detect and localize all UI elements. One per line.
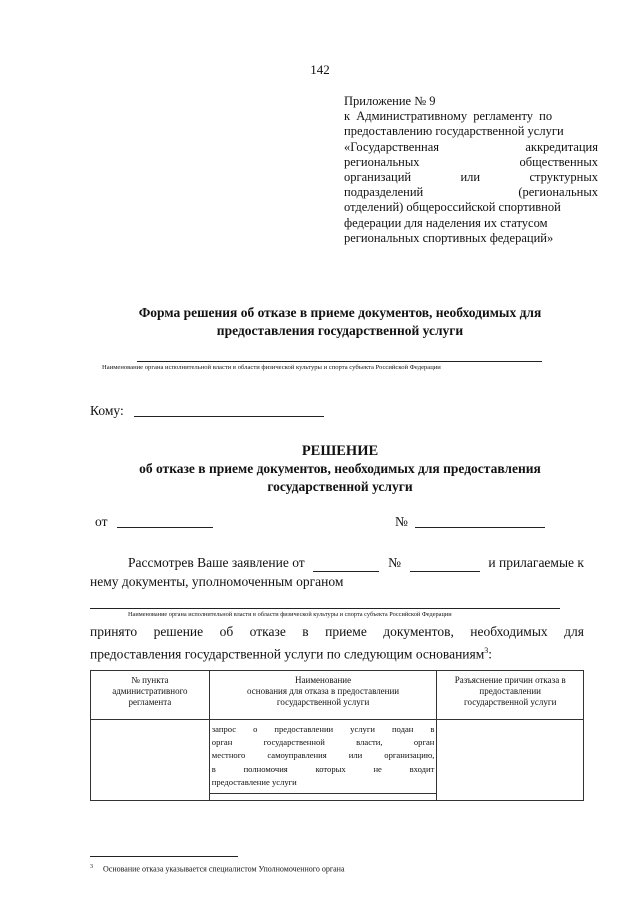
decision-date-field[interactable] <box>117 527 213 528</box>
header-line: основания для отказа в предоставлении <box>247 686 400 696</box>
word: решение <box>153 624 204 639</box>
header-line: Наименование <box>295 675 352 685</box>
word: в <box>211 763 216 774</box>
authority-name-line-2[interactable] <box>90 608 560 609</box>
decision-title: РЕШЕНИЕ <box>301 443 379 459</box>
word: подан <box>391 724 414 734</box>
footnote-separator <box>90 856 238 857</box>
header-line: № пункта <box>131 675 169 685</box>
appendix-line-justified <box>344 140 598 155</box>
header-ground-name <box>209 671 437 720</box>
word: государственной <box>263 737 325 748</box>
authority-name-line[interactable] <box>137 361 542 362</box>
word: в <box>302 624 309 639</box>
word: (региональных <box>518 185 598 200</box>
word: документов, <box>383 624 454 639</box>
paragraph-start: Рассмотрев Ваше заявление от <box>128 555 305 570</box>
cell-ground-name <box>209 720 437 801</box>
paragraph-end: и прилагаемые к <box>488 555 584 570</box>
authority-caption: Наименование органа исполнительной власти в области физической культуры и спорта субъекта Российской Федерации <box>102 364 441 371</box>
word: в <box>430 724 435 734</box>
accepted-line-1 <box>90 622 584 641</box>
recipient-row <box>90 403 324 419</box>
ground-line <box>212 763 435 776</box>
word: об <box>219 624 234 639</box>
word: предоставлении <box>274 724 334 734</box>
appendix-line: отделений) общероссийской спортивной <box>344 200 561 215</box>
word: входит <box>409 763 435 774</box>
paragraph-number-label: № <box>388 555 401 570</box>
ground-line <box>212 776 435 789</box>
appendix-line: к Административному регламенту по <box>344 109 553 124</box>
word: или <box>348 750 363 761</box>
application-paragraph <box>90 553 584 591</box>
accepted-colon: : <box>488 646 493 662</box>
accepted-paragraph <box>90 622 584 664</box>
ground-text <box>210 720 437 794</box>
decision-subtitle-line: об отказе в приеме документов, необходимых для предоставления <box>139 461 541 476</box>
word: структурных <box>529 170 598 185</box>
header-line: административного <box>112 686 188 696</box>
header-line: регламента <box>128 697 172 707</box>
appendix-line-justified <box>344 170 598 185</box>
word: необходимых <box>470 624 548 639</box>
form-title <box>90 304 590 340</box>
word: о <box>253 724 258 734</box>
decision-date-row <box>95 514 213 530</box>
word: приеме <box>325 624 367 639</box>
header-explanation <box>437 671 584 720</box>
header-line: предоставлении <box>479 686 541 696</box>
footnote-mark: 3 <box>90 864 93 870</box>
word: подразделений <box>344 185 424 200</box>
accepted-line-2 <box>90 641 584 664</box>
ground-line <box>212 749 435 762</box>
recipient-field[interactable] <box>134 416 324 417</box>
word: «Государственная <box>344 139 440 154</box>
word: услуги <box>350 724 375 734</box>
application-number-field[interactable] <box>410 553 480 572</box>
ground-line <box>212 736 435 749</box>
word: или <box>460 170 481 185</box>
word: организаций <box>344 170 412 185</box>
word: которых <box>315 763 346 774</box>
appendix-line-justified <box>344 185 598 200</box>
header-point-number <box>91 671 210 720</box>
paragraph-line: нему документы, уполномоченным органом <box>90 574 344 589</box>
decision-number-field[interactable] <box>415 527 545 528</box>
header-line: государственной услуги <box>464 697 557 707</box>
word: запрос <box>211 724 237 734</box>
form-title-line: предоставления государственной услуги <box>216 323 464 338</box>
decision-heading <box>90 442 590 496</box>
footnote-text: Основание отказа указывается специалистом Уполномоченного органа <box>103 864 345 874</box>
word: аккредитация <box>525 139 598 154</box>
word: для <box>564 624 584 639</box>
cell-point-number[interactable] <box>91 720 210 801</box>
word: не <box>373 763 382 774</box>
recipient-label: Кому: <box>90 403 124 418</box>
form-title-line: Форма решения об отказе в приеме документов, необходимых для <box>138 305 542 320</box>
word: полномочия <box>243 763 288 774</box>
word: общественных <box>519 154 598 169</box>
word: принято <box>90 624 138 639</box>
footnote-ref: 3 <box>484 646 489 655</box>
decision-subtitle-line: государственной услуги <box>267 479 413 494</box>
word: организацию, <box>384 750 435 761</box>
header-line: Разъяснение причин отказа в <box>454 675 566 685</box>
table-row <box>91 720 584 801</box>
footnote <box>90 864 345 874</box>
word: региональных <box>344 154 420 169</box>
ground-line <box>212 723 435 736</box>
number-label: № <box>395 514 408 529</box>
cell-explanation[interactable] <box>437 720 584 801</box>
appendix-line: предоставлению государственной услуги <box>344 124 564 139</box>
accepted-text: предоставления государственной услуги по следующим основаниям <box>90 646 485 662</box>
page-number: 142 <box>310 62 330 77</box>
word: предоставление услуги <box>211 776 297 787</box>
authority-caption-2: Наименование органа исполнительной власти в области физической культуры и спорта субъекта Российской Федерации <box>128 611 452 618</box>
word: власти, <box>356 737 383 748</box>
decision-number-row <box>395 514 545 530</box>
word: орган <box>413 737 435 748</box>
appendix-line: федерации для наделения их статусом <box>344 215 548 230</box>
appendix-line: региональных спортивных федераций» <box>344 230 554 245</box>
appendix-block <box>344 94 598 246</box>
word: отказе <box>249 624 286 639</box>
word: самоуправления <box>267 750 327 761</box>
appendix-line-justified <box>344 155 598 170</box>
application-date-field[interactable] <box>313 553 379 572</box>
word: местного <box>211 750 246 761</box>
table-header-row <box>91 671 584 720</box>
header-line: государственной услуги <box>276 697 370 707</box>
refusal-grounds-table <box>90 670 584 801</box>
date-label: от <box>95 514 108 529</box>
appendix-line: Приложение № 9 <box>344 94 436 108</box>
word: орган <box>211 737 233 748</box>
